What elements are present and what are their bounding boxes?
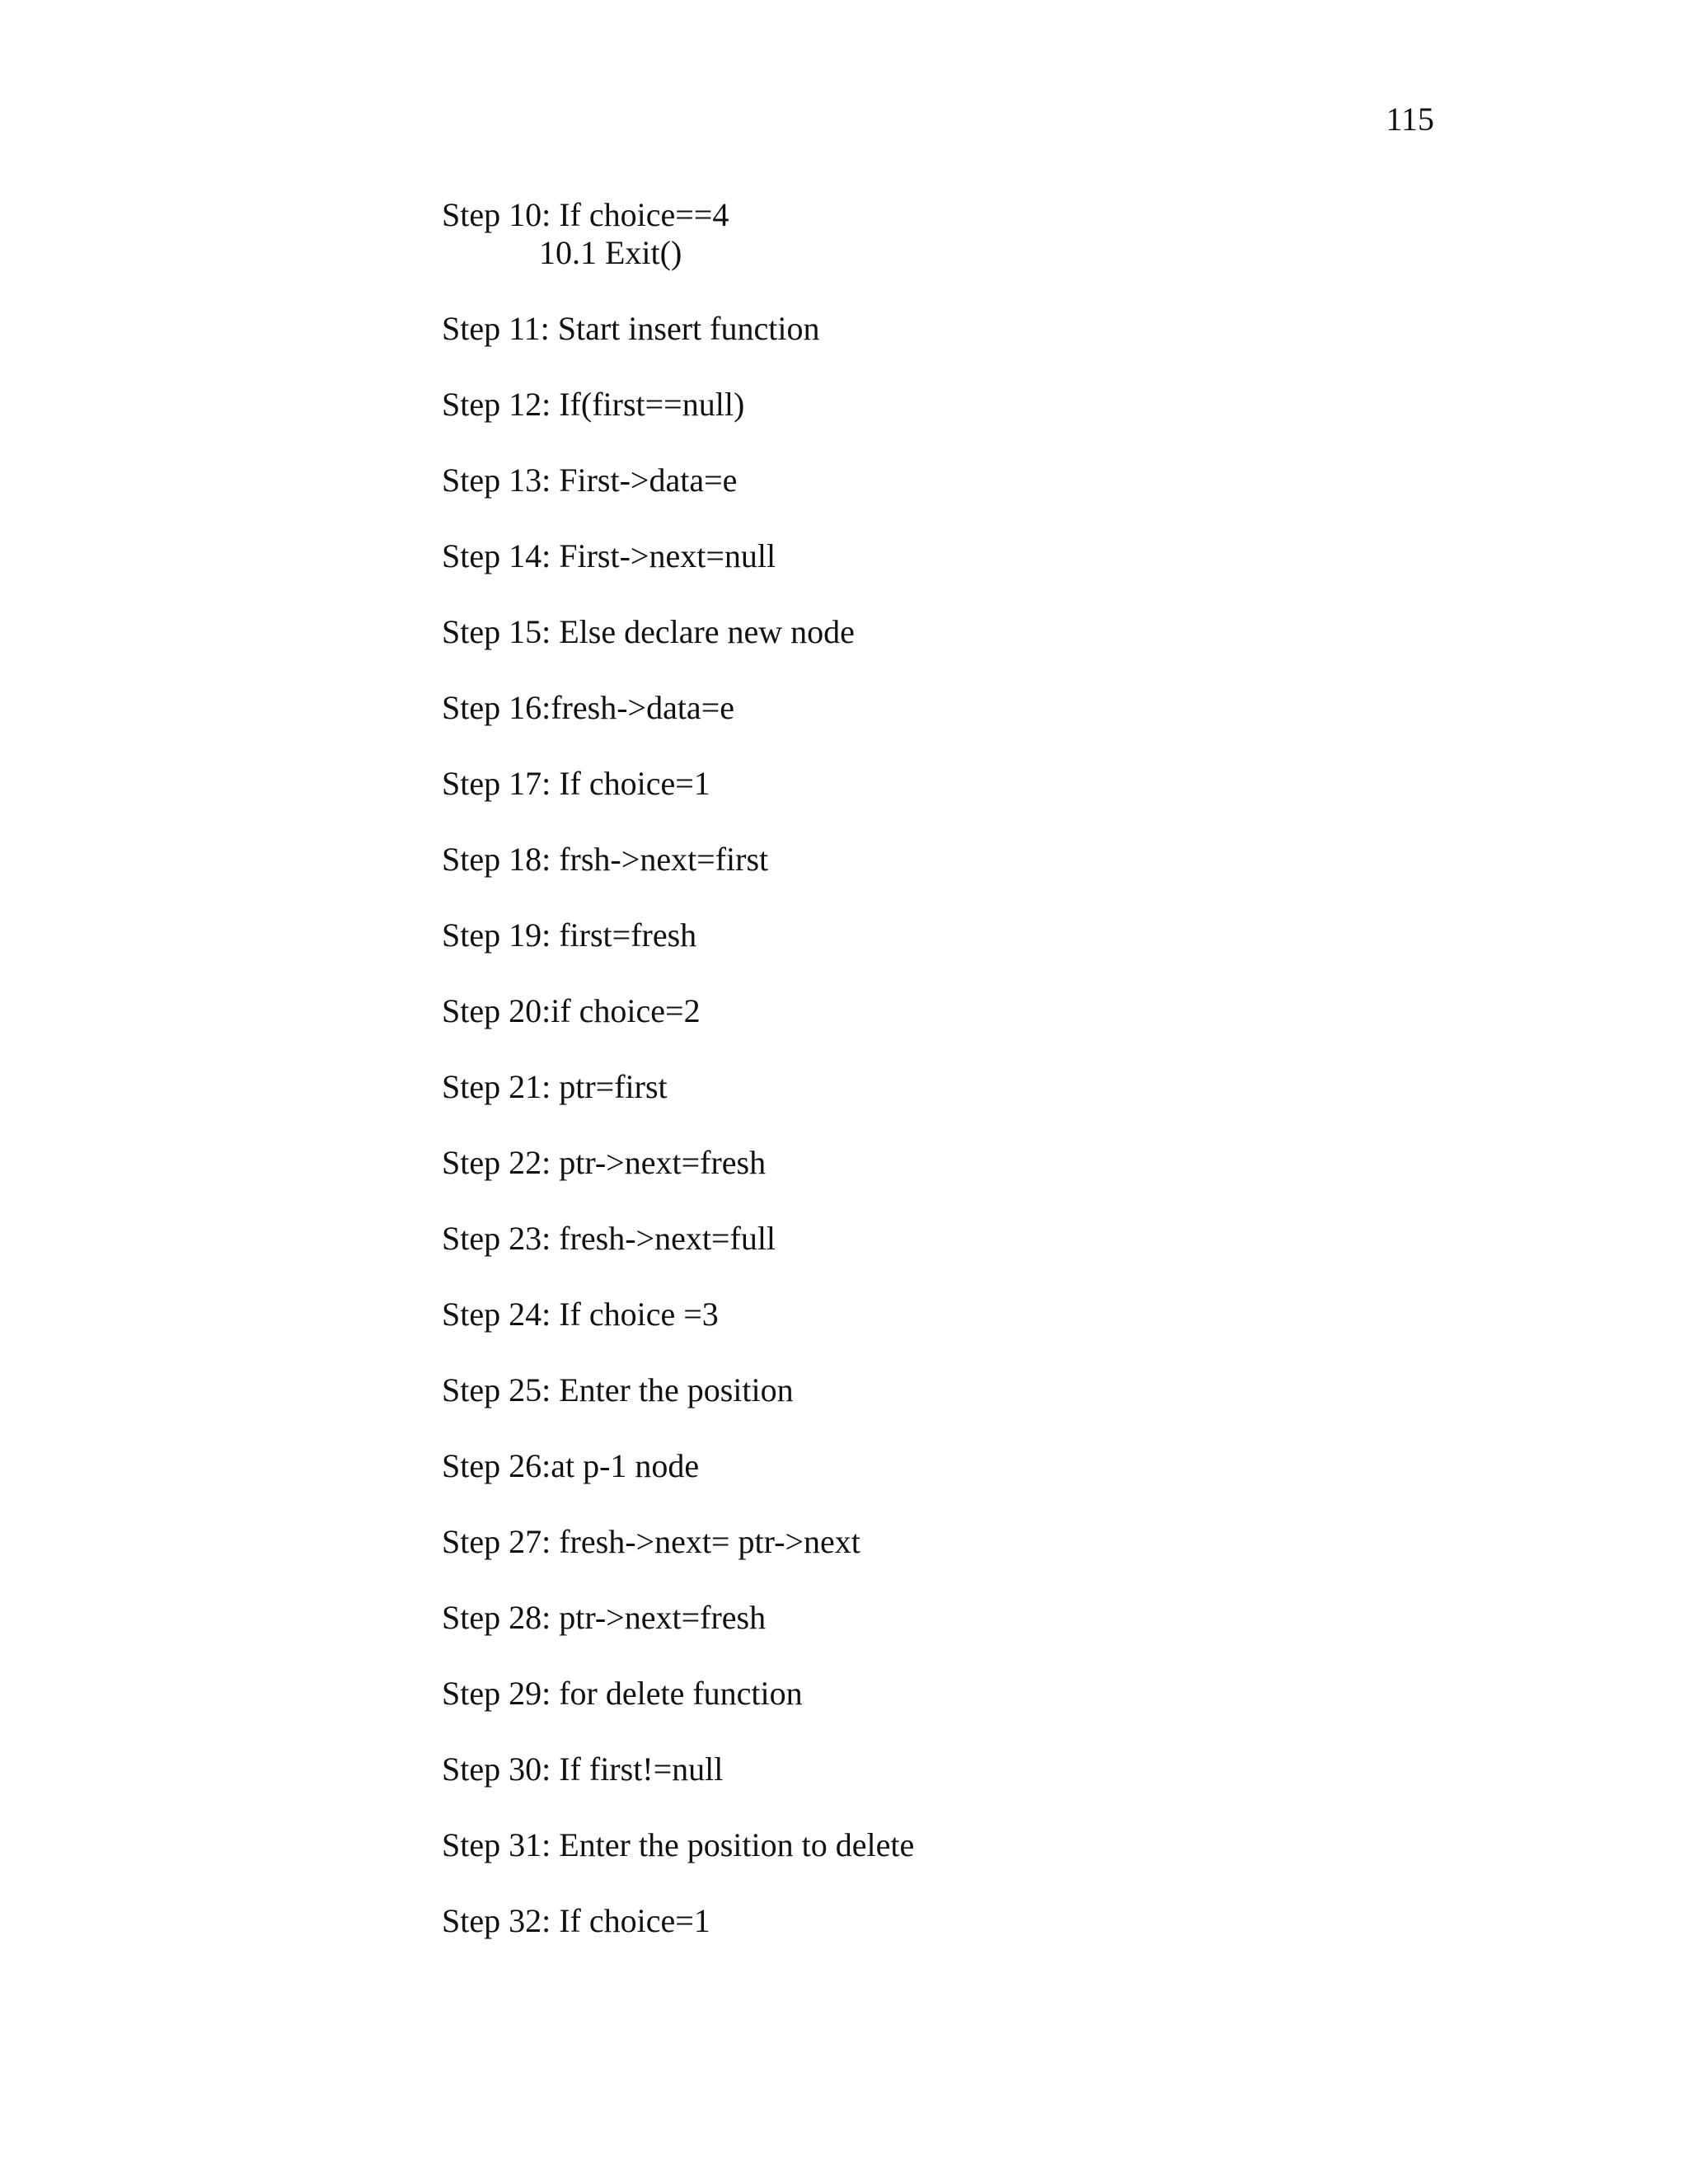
step-line: Step 16:fresh->data=e <box>442 689 734 726</box>
substep-line: 10.1 Exit() <box>539 234 682 271</box>
step-line: Step 12: If(first==null) <box>442 386 745 423</box>
step-line: Step 14: First->next=null <box>442 537 776 574</box>
step-block <box>442 1144 1431 1182</box>
step-line: Step 28: ptr->next=fresh <box>442 1599 767 1636</box>
step-line: Step 23: fresh->next=full <box>442 1220 776 1257</box>
step-block <box>442 1675 1431 1713</box>
step-block <box>442 310 1431 348</box>
step-block <box>442 1599 1431 1637</box>
step-block <box>442 841 1431 879</box>
algorithm-steps <box>442 196 1431 1940</box>
step-block <box>442 765 1431 803</box>
step-line: Step 32: If choice=1 <box>442 1902 710 1939</box>
step-block <box>442 1296 1431 1333</box>
step-line: Step 10: If choice==4 <box>442 196 729 233</box>
step-block <box>442 992 1431 1030</box>
step-line: Step 25: Enter the position <box>442 1371 794 1408</box>
page-number: 115 <box>1386 101 1434 138</box>
step-line: Step 26:at p-1 node <box>442 1447 700 1484</box>
step-block <box>442 1750 1431 1788</box>
step-block <box>442 1523 1431 1561</box>
step-block <box>442 386 1431 424</box>
step-block <box>442 916 1431 954</box>
step-block <box>442 1902 1431 1940</box>
step-line: Step 30: If first!=null <box>442 1750 724 1788</box>
step-line: Step 21: ptr=first <box>442 1068 668 1105</box>
step-block <box>442 1447 1431 1485</box>
step-block <box>442 1826 1431 1864</box>
step-line: Step 29: for delete function <box>442 1675 803 1712</box>
step-block <box>442 462 1431 499</box>
step-line: Step 15: Else declare new node <box>442 613 855 650</box>
step-block <box>442 613 1431 651</box>
step-block <box>442 1068 1431 1106</box>
step-block <box>442 196 1431 272</box>
step-line: Step 31: Enter the position to delete <box>442 1826 915 1863</box>
step-block <box>442 1220 1431 1258</box>
step-block <box>442 689 1431 727</box>
step-line: Step 13: First->data=e <box>442 462 738 499</box>
step-line: Step 27: fresh->next= ptr->next <box>442 1523 860 1560</box>
step-line: Step 11: Start insert function <box>442 310 820 347</box>
step-line: Step 18: frsh->next=first <box>442 841 769 878</box>
step-line: Step 24: If choice =3 <box>442 1296 719 1333</box>
step-block <box>442 1371 1431 1409</box>
step-line: Step 17: If choice=1 <box>442 765 710 802</box>
step-block <box>442 537 1431 575</box>
step-line: Step 19: first=fresh <box>442 916 697 954</box>
step-line: Step 22: ptr->next=fresh <box>442 1144 767 1181</box>
step-line: Step 20:if choice=2 <box>442 992 701 1029</box>
